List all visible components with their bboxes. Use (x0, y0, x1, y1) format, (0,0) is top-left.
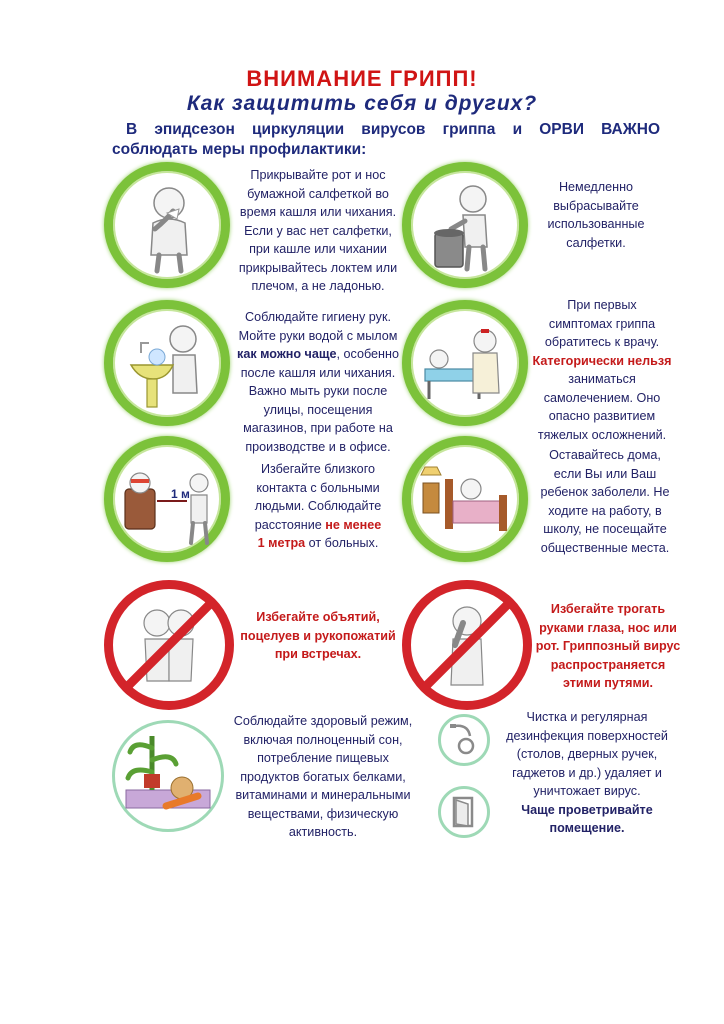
tip-line: потребление пищевых (257, 751, 389, 765)
tip-line: ходите на работу, в (548, 503, 662, 518)
intro-line-1: В эпидсезон циркуляции вирусов гриппа и ОРВИ ВАЖНО (126, 121, 660, 138)
tip-line: При первых (567, 298, 637, 312)
tip-line: включая полноценный сон, (243, 732, 403, 747)
tip-line: Соблюдайте гигиену рук. (245, 310, 391, 324)
tip-fragment: расстояние (254, 517, 326, 532)
window-ventilation-icon (438, 786, 490, 838)
tip-line: ребенок заболели. Не (540, 485, 670, 499)
tip-doctor-text (532, 296, 672, 444)
tip-line: Избегайте объятий, (256, 610, 380, 624)
tip-hugs-text (232, 608, 404, 664)
tip-line: если Вы или Ваш (553, 466, 657, 481)
tip-line: школу, не посещайте (543, 522, 667, 536)
tip-line: Важно мыть руки после (248, 384, 388, 398)
tip-line: прикрывайтесь локтем или (238, 260, 398, 275)
tip-line: Оставайтесь дома, (549, 448, 661, 462)
tip-line: Чистка и регулярная (526, 710, 648, 724)
tip-line: при кашле или чихании (249, 242, 387, 256)
distance-figures-icon (104, 436, 230, 562)
tip-line: Прикрывайте рот и нос (250, 168, 386, 182)
tip-fragment: , особенно (336, 347, 399, 361)
tip-fragment-warning: не менее (325, 517, 382, 532)
tip-line: веществами, физическую (247, 806, 399, 821)
tip-line: рот. Гриппозный вирус (535, 639, 681, 653)
tip-distance-text (226, 460, 410, 553)
tip-line: дезинфекция поверхностей (506, 728, 668, 743)
distance-badge: 1 м (171, 487, 190, 501)
tip-line: Избегайте трогать (550, 602, 666, 616)
tip-line: гаджетов и др.) удаляет и (512, 765, 662, 780)
tip-line: опасно развитием (548, 409, 656, 423)
no-face-touching-icon (402, 580, 532, 710)
tip-line: производстве и в офисе. (245, 439, 391, 454)
tip-line: после кашля или чихания. (240, 365, 396, 380)
tip-line: использованные (547, 217, 645, 231)
tip-fragment-warning: 1 метра (257, 536, 306, 550)
tip-line: магазинов, при работе на (243, 421, 393, 435)
tip-line: самолечением. Оно (543, 390, 661, 405)
tip-line-warning: Категорически нельзя (532, 353, 672, 368)
tip-line: поцелуев и рукопожатий (240, 628, 396, 643)
no-hugging-icon (104, 580, 234, 710)
doctor-patient-icon (402, 300, 528, 426)
tip-line: время кашля или чихания. (239, 205, 397, 219)
tip-home-text (530, 446, 680, 557)
emphasis-text: как можно чаще (237, 347, 337, 361)
tip-line: выбрасывайте (553, 198, 639, 213)
vacuum-cleaner-icon (438, 714, 490, 766)
tip-line: общественные места. (540, 540, 670, 555)
tip-line: плечом, а не ладонью. (251, 279, 385, 293)
tip-line (226, 534, 410, 553)
tip-line-emphasis: Чаще проветривайте (521, 802, 653, 817)
tip-line (226, 345, 410, 364)
tip-clean-text (494, 708, 680, 838)
tip-line: Соблюдайте здоровый режим, (233, 714, 413, 728)
tip-line: салфетки. (566, 235, 626, 250)
tip-line: продуктов богатых белками, (240, 769, 406, 784)
tip-line: распространяется (550, 657, 666, 672)
healthy-food-icon (112, 720, 224, 832)
tip-line: людьми. Соблюдайте (254, 499, 382, 513)
tip-discard-text (536, 178, 656, 252)
tip-line (226, 516, 410, 535)
tip-line: активность. (288, 825, 358, 839)
tip-line: (столов, дверных ручек, (516, 747, 658, 761)
tip-line: бумажной салфеткой во (247, 186, 389, 201)
tip-line: руками глаза, нос или (539, 620, 677, 635)
sneeze-figure-icon (104, 162, 230, 288)
tip-line: витаминами и минеральными (235, 788, 411, 802)
tip-line-emphasis: помещение. (549, 821, 625, 835)
tip-line: контакта с больными (256, 480, 380, 495)
poster-title: ВНИМАНИЕ ГРИПП! (246, 66, 478, 91)
trash-bin-figure-icon (402, 162, 528, 288)
tip-line: уничтожает вирус. (533, 784, 641, 798)
tip-line: Избегайте близкого (260, 462, 376, 476)
tip-line: этими путями. (562, 676, 654, 690)
tip-line: тяжелых осложнений. (537, 427, 667, 442)
tip-line: обратитесь к врачу. (544, 335, 660, 349)
tip-line: Если у вас нет салфетки, (244, 223, 392, 238)
tip-line: улицы, посещения (263, 402, 373, 417)
tip-line: Мойте руки водой с мылом (238, 328, 398, 343)
tip-cover-text (226, 166, 410, 296)
tip-line: при встречах. (274, 647, 362, 661)
tip-line: заниматься (568, 372, 636, 386)
tip-line: симптомах гриппа (548, 316, 656, 331)
tip-line: Немедленно (558, 180, 634, 194)
sick-in-bed-icon (402, 436, 528, 562)
tip-hands-text (226, 308, 410, 456)
intro-text (112, 120, 660, 160)
tip-fragment: от больных. (305, 536, 379, 550)
tip-lifestyle-text (226, 712, 420, 842)
tip-face-text (530, 600, 686, 693)
poster-subtitle: Как защитить себя и других? (186, 92, 538, 115)
intro-line-2: соблюдать меры профилактики: (112, 141, 367, 158)
hand-washing-figure-icon (104, 300, 230, 426)
